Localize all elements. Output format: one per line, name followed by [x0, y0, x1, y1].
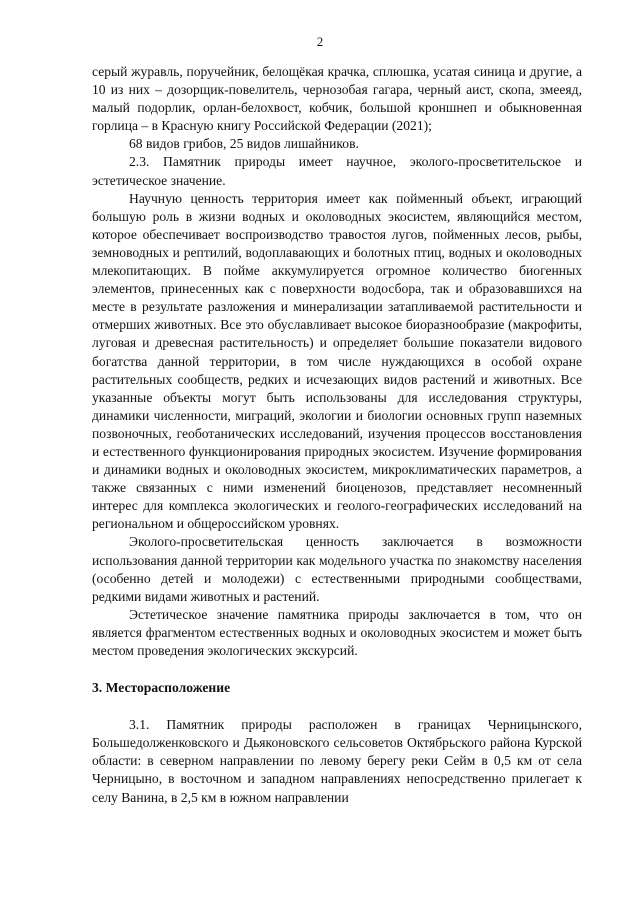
paragraph-2-3-significance: 2.3. Памятник природы имеет научное, эколого-просветительское и эстетическое значение.: [92, 154, 582, 188]
document-body: [92, 63, 582, 807]
section-heading-location: 3. Месторасположение: [92, 680, 231, 696]
paragraph-educational-value: Эколого-просветительская ценность заключается в возможности использования данной территории как модельного участка по знакомству населения (особенно детей и молодежи) с естественными природными сообществами, редкими видами животных и растений.: [92, 534, 582, 604]
paragraph-aesthetic-value: Эстетическое значение памятника природы заключается в том, что он является фрагментом естественных водных и околоводных экосистем и может быть местом проведения экологических экскурсий.: [92, 606, 582, 658]
paragraph-fungi-lichens: 68 видов грибов, 25 видов лишайников.: [129, 136, 359, 152]
paragraph-bird-species-continued: серый журавль, поручейник, белощёкая крачка, сплюшка, усатая синица и другие, а 10 из них – дозорщик-повелитель, чернозобая гагара, черный аист, скопа, змееяд, малый подорлик, орлан-белохвост, кобчик, большой кроншнеп и обыкновенная горлица – в Красную книгу Российской Федерации (2021);: [92, 64, 582, 134]
paragraph-3-1-location: 3.1. Памятник природы расположен в границах Черницынского, Большедолженковского и Дьяконовского сельсоветов Октябрьского района Курской области: в северном направлении по левому берегу реки Сейм в 0,5 км от села Черницыно, в восточном и западном направлениях непосредственно прилегает к селу Ванина, в 2,5 км в южном направлении: [92, 717, 582, 805]
paragraph-scientific-value: Научную ценность территория имеет как пойменный объект, играющий большую роль в жизни водных и околоводных экосистем, являющийся местом, которое обеспечивает воспроизводство травостоя лугов, пойменных лесов, рыбы, земноводных и рептилий, водоплавающих и болотных птиц, водных и околоводных млекопитающих. В пойме аккумулируется огромное количество биогенных элементов, принесенных как с поверхности водосбора, так и образовавшихся на месте в результате разложения и минерализации затапливаемой растительности и отмерших животных. Все это обуславливает высокое биоразнообразие (макрофиты, луговая и древесная растительность) и определяет большие показатели видового богатства данной территории, в том числе нуждающихся в особой охране растительных сообществ, редких и исчезающих видов растений и животных. Все указанные объекты могут быть использованы для исследования структуры, динамики численности, миграций, экологии и биологии основных групп наземных позвоночных, геоботанических исследований, изучения процессов восстановления и естественного функционирования природных экосистем. Изучение формирования и динамики водных и околоводных экосистем, микроклиматических параметров, а также связанных с ними изменений биоценозов, представляет несомненный интерес для комплекса экологических и геолого-географических исследований на региональном и общероссийском уровнях.: [92, 190, 582, 532]
page-number: 2: [316, 34, 324, 49]
